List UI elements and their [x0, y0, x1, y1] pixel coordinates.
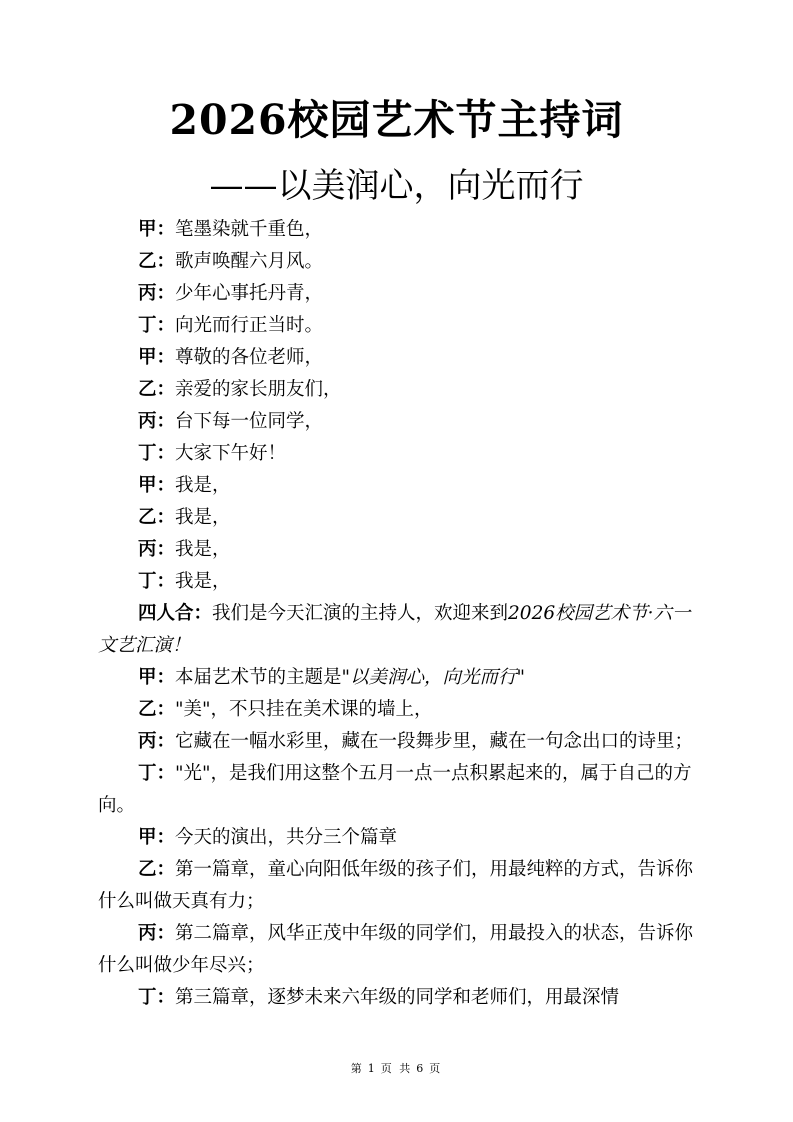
script-line	[98, 406, 708, 438]
script-line	[98, 598, 708, 662]
speaker-label: 甲：	[138, 347, 176, 368]
line-text: 台下每一位同学，	[175, 411, 324, 432]
speaker-label: 乙：	[138, 251, 176, 272]
speaker-label: 乙：	[138, 699, 176, 720]
line-text: 我是，	[175, 571, 231, 592]
line-text: 亲爱的家长朋友们，	[175, 379, 342, 400]
speaker-label: 丙：	[138, 923, 176, 944]
script-line	[98, 662, 708, 694]
script-line	[98, 470, 708, 502]
speaker-label: 丁：	[138, 315, 176, 336]
line-text: 第二篇章，风华正茂中年级的同学们，用最投入的状态，告诉你什么叫做少年尽兴；	[98, 923, 694, 976]
line-text: 本届艺术节的主题是	[175, 667, 342, 688]
page-footer	[0, 1060, 793, 1076]
script-line	[98, 534, 708, 566]
script-line	[98, 438, 708, 470]
line-text: 我是，	[175, 475, 231, 496]
script-line	[98, 566, 708, 598]
script-line	[98, 246, 708, 278]
line-text: 向光而行正当时。	[175, 315, 324, 336]
line-text: 第三篇章，逐梦未来六年级的同学和老师们，用最深情	[175, 987, 620, 1008]
script-line	[98, 374, 708, 406]
script-line	[98, 278, 708, 310]
script-line	[98, 726, 708, 758]
speaker-label: 乙：	[138, 507, 176, 528]
footer-suffix: 页	[429, 1062, 443, 1075]
line-text: 我们是今天汇演的主持人，欢迎来到	[212, 603, 509, 624]
theme-quote: "以美润心，向光而行"	[341, 667, 526, 688]
speaker-label: 丁：	[138, 987, 176, 1008]
script-line	[98, 214, 708, 246]
speaker-label: 甲：	[138, 475, 176, 496]
line-text: 歌声唤醒六月风。	[175, 251, 324, 272]
speaker-label: 乙：	[138, 859, 176, 880]
script-line	[98, 502, 708, 534]
line-text: 笔墨染就千重色，	[175, 219, 324, 240]
script-line	[98, 982, 708, 1014]
speaker-label: 丙：	[138, 539, 176, 560]
line-text: 少年心事托丹青，	[175, 283, 324, 304]
line-text: 它藏在一幅水彩里，藏在一段舞步里，藏在一句念出口的诗里；	[175, 731, 694, 752]
speaker-label: 丙：	[138, 283, 176, 304]
footer-mid: 页 共	[380, 1062, 413, 1075]
line-text: 大家下午好！	[175, 443, 287, 464]
script-line	[98, 822, 708, 854]
line-text: "光"，是我们用这整个五月一点一点积累起来的，属于自己的方向。	[98, 763, 692, 816]
speaker-label: 丙：	[138, 731, 176, 752]
script-line	[98, 758, 708, 822]
page-number: 1	[367, 1062, 377, 1075]
page-total: 6	[416, 1062, 426, 1075]
speaker-label: 丁：	[138, 443, 176, 464]
speaker-label: 乙：	[138, 379, 176, 400]
script-line	[98, 854, 708, 918]
line-text: 我是，	[175, 507, 231, 528]
speaker-label: 四人合：	[138, 603, 213, 624]
line-text: 第一篇章，童心向阳低年级的孩子们，用最纯粹的方式，告诉你什么叫做天真有力；	[98, 859, 694, 912]
footer-prefix: 第	[350, 1062, 364, 1075]
speaker-label: 丁：	[138, 571, 176, 592]
script-line	[98, 918, 708, 982]
speaker-label: 甲：	[138, 667, 176, 688]
document-subtitle: ——以美润心，向光而行	[209, 166, 584, 206]
line-text: 今天的演出，共分三个篇章	[175, 827, 398, 848]
speaker-label: 丁：	[138, 763, 176, 784]
line-text: 我是，	[175, 539, 231, 560]
script-body	[98, 214, 708, 1014]
script-line	[98, 342, 708, 374]
speaker-label: 丙：	[138, 411, 176, 432]
event-name: 2026校园艺术节·六一文艺汇演！	[98, 603, 691, 656]
speaker-label: 甲：	[138, 219, 176, 240]
speaker-label: 甲：	[138, 827, 176, 848]
line-text: 尊敬的各位老师，	[175, 347, 324, 368]
document-title: 2026校园艺术节主持词	[169, 96, 624, 144]
script-line	[98, 310, 708, 342]
line-text: "美"，不只挂在美术课的墙上，	[175, 699, 433, 720]
script-line	[98, 694, 708, 726]
